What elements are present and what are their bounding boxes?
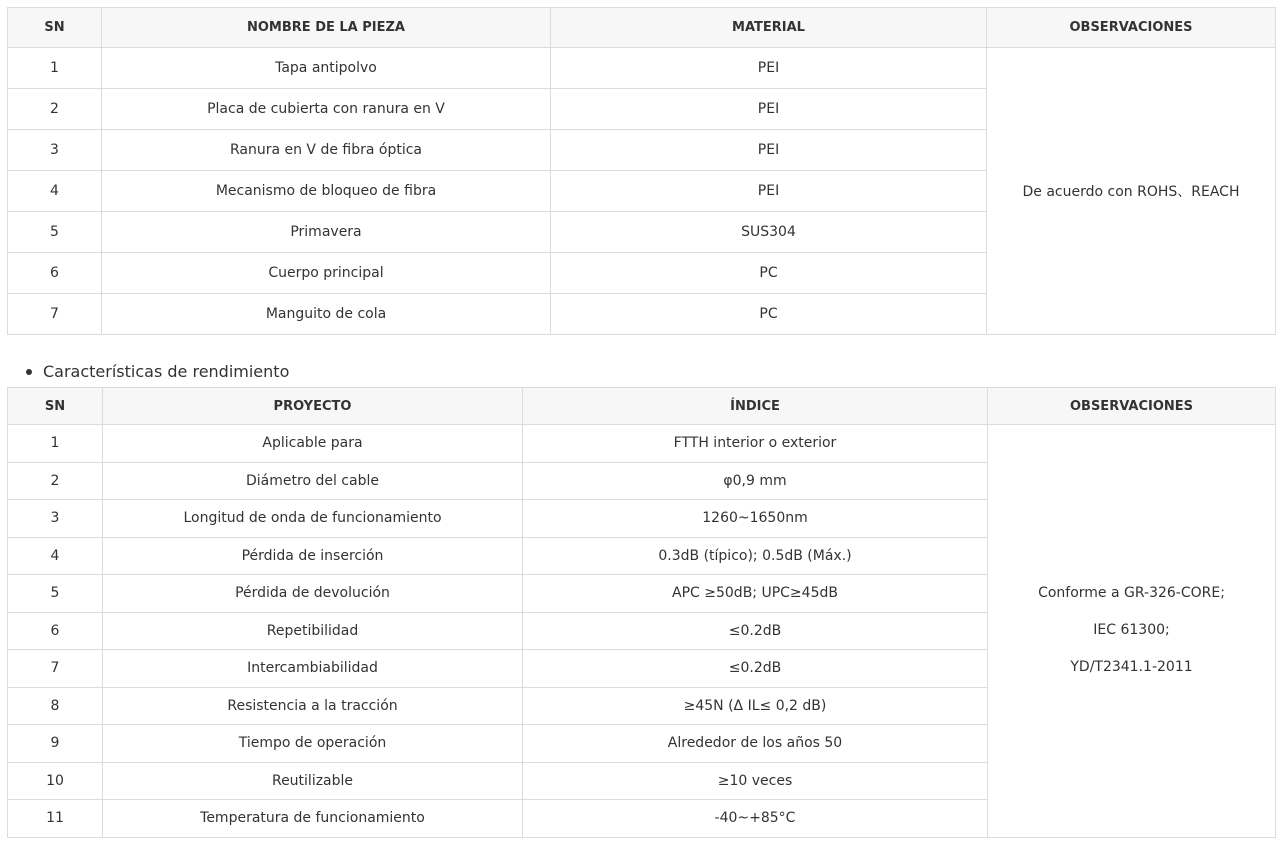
header-project: PROYECTO [103,388,523,425]
sn-cell: 5 [8,575,103,613]
project-cell: Tiempo de operación [103,725,523,763]
project-cell: Diámetro del cable [103,462,523,500]
performance-table [7,387,1276,838]
sn-cell: 3 [8,130,102,171]
index-cell: ≤0.2dB [523,650,988,688]
project-cell: Temperatura de funcionamiento [103,800,523,838]
sn-cell: 8 [8,687,103,725]
index-cell: φ0,9 mm [523,462,988,500]
project-cell: Longitud de onda de funcionamiento [103,500,523,538]
project-cell: Aplicable para [103,425,523,463]
part-name-cell: Placa de cubierta con ranura en V [102,89,551,130]
index-cell: Alrededor de los años 50 [523,725,988,763]
material-cell: PC [551,253,987,294]
sn-cell: 1 [8,48,102,89]
material-cell: PEI [551,171,987,212]
material-cell: PC [551,294,987,335]
header-observations: OBSERVACIONES [987,8,1276,48]
part-name-cell: Mecanismo de bloqueo de fibra [102,171,551,212]
part-name-cell: Ranura en V de fibra óptica [102,130,551,171]
table-row [8,425,1276,463]
part-name-cell: Primavera [102,212,551,253]
sn-cell: 4 [8,171,102,212]
sn-cell: 7 [8,650,103,688]
table-header-row [8,388,1276,425]
index-cell: ≥10 veces [523,762,988,800]
table-header-row [8,8,1276,48]
sn-cell: 6 [8,612,103,650]
table-row [8,48,1276,89]
observation-line: YD/T2341.1-2011 [1070,659,1193,676]
index-cell: 1260~1650nm [523,500,988,538]
index-cell: ≤0.2dB [523,612,988,650]
project-cell: Intercambiabilidad [103,650,523,688]
section-heading [26,362,289,381]
material-cell: PEI [551,48,987,89]
part-name-cell: Manguito de cola [102,294,551,335]
sn-cell: 2 [8,89,102,130]
project-cell: Repetibilidad [103,612,523,650]
sn-cell: 10 [8,762,103,800]
parts-table [7,7,1276,335]
bullet-icon [26,369,32,375]
material-cell: SUS304 [551,212,987,253]
header-sn: SN [8,388,103,425]
project-cell: Reutilizable [103,762,523,800]
sn-cell: 7 [8,294,102,335]
index-cell: -40~+85°C [523,800,988,838]
sn-cell: 11 [8,800,103,838]
section-heading-text: Características de rendimiento [43,362,290,381]
project-cell: Pérdida de inserción [103,537,523,575]
project-cell: Pérdida de devolución [103,575,523,613]
part-name-cell: Cuerpo principal [102,253,551,294]
index-cell: ≥45N (Δ IL≤ 0,2 dB) [523,687,988,725]
sn-cell: 3 [8,500,103,538]
observation-line: IEC 61300; [1093,622,1170,639]
header-observations: OBSERVACIONES [988,388,1276,425]
observations-cell: De acuerdo con ROHS、REACH [987,48,1276,335]
index-cell: APC ≥50dB; UPC≥45dB [523,575,988,613]
material-cell: PEI [551,89,987,130]
header-material: MATERIAL [551,8,987,48]
index-cell: 0.3dB (típico); 0.5dB (Máx.) [523,537,988,575]
part-name-cell: Tapa antipolvo [102,48,551,89]
observation-line: Conforme a GR-326-CORE; [1038,585,1225,602]
header-index: ÍNDICE [523,388,988,425]
sn-cell: 5 [8,212,102,253]
sn-cell: 1 [8,425,103,463]
material-cell: PEI [551,130,987,171]
header-sn: SN [8,8,102,48]
sn-cell: 9 [8,725,103,763]
sn-cell: 2 [8,462,103,500]
sn-cell: 6 [8,253,102,294]
sn-cell: 4 [8,537,103,575]
index-cell: FTTH interior o exterior [523,425,988,463]
project-cell: Resistencia a la tracción [103,687,523,725]
observations-cell [988,425,1276,838]
header-part-name: NOMBRE DE LA PIEZA [102,8,551,48]
